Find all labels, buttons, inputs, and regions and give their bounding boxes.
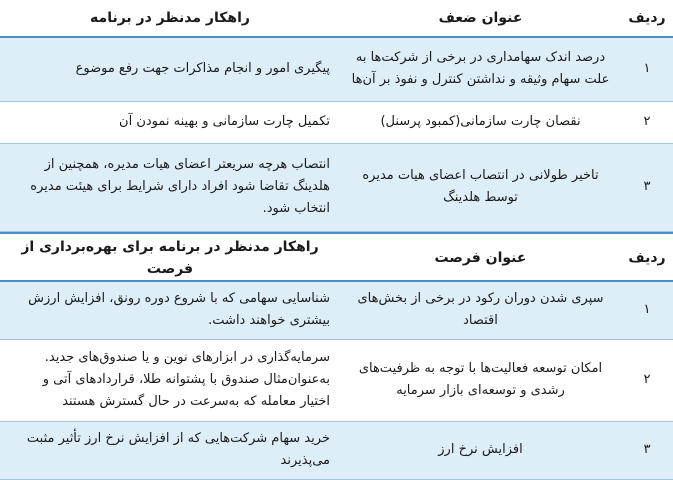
opportunity-table-header xyxy=(0,236,673,281)
weakness-title: نقصان چارت سازمانی(کمبود پرسنل) xyxy=(340,101,621,143)
table-row xyxy=(0,281,673,339)
row-index: ۳ xyxy=(621,421,673,479)
weakness-table xyxy=(0,0,673,232)
header-solution: راهکار مدنظر در برنامه xyxy=(0,0,340,37)
opportunity-title: سپری شدن دوران رکود در برخی از بخش‌های اقتصاد xyxy=(340,281,621,339)
row-index: ۳ xyxy=(621,143,673,231)
table-row xyxy=(0,339,673,421)
header-solution: راهکار مدنظر در برنامه برای بهره‌برداری از فرصت xyxy=(0,236,340,281)
opportunity-table xyxy=(0,236,673,480)
table-row xyxy=(0,143,673,231)
row-index: ۲ xyxy=(621,339,673,421)
solution-text: پیگیری امور و انجام مذاکرات جهت رفع موضوع xyxy=(0,37,340,101)
header-opportunity-title: عنوان فرصت xyxy=(340,236,621,281)
solution-text: تکمیل چارت سازمانی و بهینه نمودن آن xyxy=(0,101,340,143)
solution-text: شناسایی سهامی که با شروع دوره رونق، افزایش ارزش بیشتری خواهند داشت. xyxy=(0,281,340,339)
solution-text: سرمایه‌گذاری در ابزارهای نوین و یا صندوق‌های جدید. به‌عنوان‌مثال صندوق با پشتوانه طلا، قراردادهای آتی و اختیار معامله که به‌سرعت در حال گسترش هستند xyxy=(0,339,340,421)
weakness-table-header xyxy=(0,0,673,37)
weakness-title: تاخیر طولانی در انتصاب اعضای هیات مدیره توسط هلدینگ xyxy=(340,143,621,231)
row-index: ۱ xyxy=(621,281,673,339)
header-index: ردیف xyxy=(621,236,673,281)
table-row xyxy=(0,101,673,143)
weakness-title: درصد اندک سهامداری در برخی از شرکت‌ها به علت سهام وثیقه و نداشتن کنترل و نفوذ بر آن‌ها xyxy=(340,37,621,101)
header-index: ردیف xyxy=(621,0,673,37)
table-row xyxy=(0,37,673,101)
opportunity-title: امکان توسعه فعالیت‌ها با توجه به ظرفیت‌های رشدی و توسعه‌ای بازار سرمایه xyxy=(340,339,621,421)
solution-text: خرید سهام شرکت‌هایی که از افزایش نرخ ارز تأثیر مثبت می‌پذیرند xyxy=(0,421,340,479)
section-divider xyxy=(0,232,673,234)
row-index: ۲ xyxy=(621,101,673,143)
header-weakness-title: عنوان ضعف xyxy=(340,0,621,37)
solution-text: انتصاب هرچه سریعتر اعضای هیات مدیره، همچنین از هلدینگ تقاضا شود افراد دارای شرایط برای هیئت مدیره انتخاب شود. xyxy=(0,143,340,231)
row-index: ۱ xyxy=(621,37,673,101)
opportunity-title: افزایش نرخ ارز xyxy=(340,421,621,479)
table-row xyxy=(0,421,673,479)
